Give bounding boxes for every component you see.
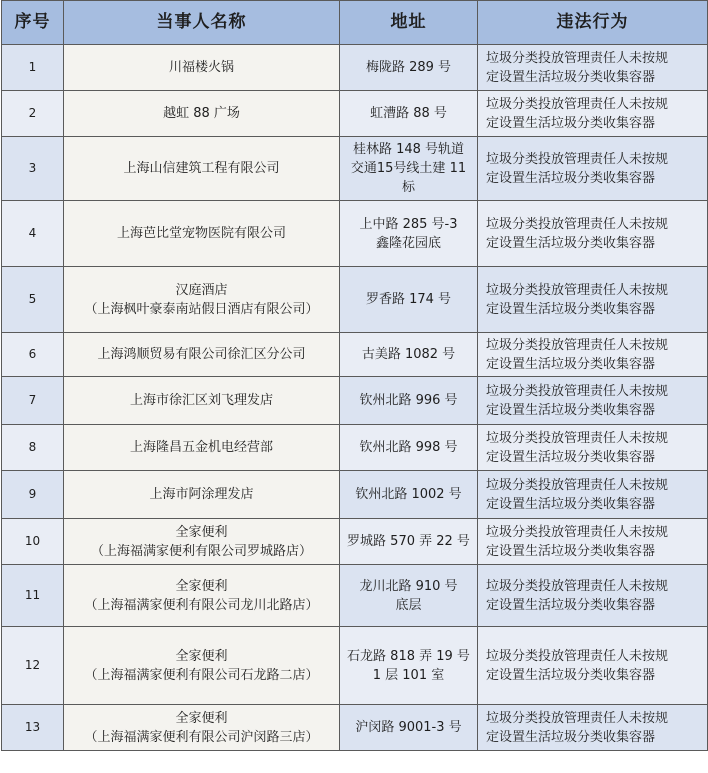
cell-party-name-line: 上海市阿涂理发店: [149, 487, 254, 502]
cell-party-name-line: 上海芭比堂宠物医院有限公司: [116, 226, 286, 241]
header-violation: 违法行为: [478, 1, 708, 45]
cell-party-name: [64, 627, 340, 705]
cell-address-line: 虹漕路 88 号: [370, 106, 447, 121]
cell-violation-line: 垃圾分类投放管理责任人未按规: [486, 50, 669, 66]
cell-violation: [478, 519, 708, 565]
cell-party-name-line: 全家便利: [175, 524, 228, 540]
cell-index: 6: [2, 333, 64, 377]
cell-address: [340, 267, 478, 333]
table-row: [2, 267, 708, 333]
violations-table: [1, 0, 708, 751]
header-row: [2, 1, 708, 45]
cell-violation-line: 垃圾分类投放管理责任人未按规: [486, 383, 669, 399]
table-row: [2, 705, 708, 751]
cell-party-name-line: （上海枫叶豪泰南站假日酒店有限公司）: [84, 301, 319, 317]
cell-party-name-line: 上海山信建筑工程有限公司: [123, 161, 280, 176]
cell-address-line: 1 层 101 室: [372, 667, 445, 683]
cell-index: 11: [2, 565, 64, 627]
cell-party-name-line: （上海福满家便利有限公司沪闵路三店）: [84, 729, 319, 745]
cell-address-line: 龙川北路 910 号: [359, 578, 458, 594]
cell-party-name: [64, 333, 340, 377]
cell-party-name: [64, 45, 340, 91]
table-row: [2, 91, 708, 137]
cell-party-name: [64, 267, 340, 333]
cell-address-line: 沪闵路 9001-3 号: [355, 720, 462, 735]
cell-violation-line: 垃圾分类投放管理责任人未按规: [486, 710, 669, 726]
cell-party-name-line: 全家便利: [175, 710, 228, 726]
cell-violation-line: 定设置生活垃圾分类收集容器: [486, 69, 656, 85]
header-address: 地址: [340, 1, 478, 45]
cell-violation-line: 定设置生活垃圾分类收集容器: [486, 115, 656, 131]
header-party-name: 当事人名称: [64, 1, 340, 45]
cell-violation: [478, 137, 708, 201]
cell-index: 4: [2, 201, 64, 267]
cell-violation-line: 垃圾分类投放管理责任人未按规: [486, 337, 669, 353]
cell-address-line: 底层: [395, 597, 422, 613]
cell-address: [340, 377, 478, 425]
cell-party-name-line: （上海福满家便利有限公司罗城路店）: [90, 543, 312, 559]
cell-address-line: 鑫隆花园底: [375, 235, 441, 251]
cell-violation-line: 定设置生活垃圾分类收集容器: [486, 543, 656, 559]
cell-party-name: [64, 565, 340, 627]
table-body: [2, 45, 708, 751]
cell-party-name-line: 汉庭酒店: [175, 282, 228, 298]
table-row: [2, 519, 708, 565]
cell-address: [340, 519, 478, 565]
table-row: [2, 45, 708, 91]
cell-party-name: [64, 471, 340, 519]
cell-address: [340, 45, 478, 91]
cell-index: 12: [2, 627, 64, 705]
cell-violation: [478, 565, 708, 627]
cell-violation: [478, 425, 708, 471]
cell-violation-line: 垃圾分类投放管理责任人未按规: [486, 648, 669, 664]
cell-violation: [478, 333, 708, 377]
cell-address-line: 标: [401, 180, 415, 195]
cell-violation-line: 垃圾分类投放管理责任人未按规: [486, 151, 669, 167]
cell-party-name-line: 越虹 88 广场: [163, 106, 240, 121]
cell-violation-line: 定设置生活垃圾分类收集容器: [486, 356, 656, 372]
cell-violation-line: 定设置生活垃圾分类收集容器: [486, 597, 656, 613]
cell-violation-line: 垃圾分类投放管理责任人未按规: [486, 524, 669, 540]
cell-index: 3: [2, 137, 64, 201]
cell-violation-line: 垃圾分类投放管理责任人未按规: [486, 282, 669, 298]
cell-party-name: [64, 705, 340, 751]
table-row: [2, 377, 708, 425]
cell-violation: [478, 705, 708, 751]
cell-party-name-line: 川福楼火锅: [168, 60, 234, 75]
table-row: [2, 201, 708, 267]
cell-address-line: 钦州北路 998 号: [359, 440, 458, 455]
cell-violation-line: 垃圾分类投放管理责任人未按规: [486, 216, 669, 232]
cell-index: 2: [2, 91, 64, 137]
cell-address: [340, 627, 478, 705]
cell-address-line: 钦州北路 1002 号: [355, 487, 462, 502]
cell-party-name: [64, 137, 340, 201]
cell-party-name: [64, 91, 340, 137]
cell-party-name: [64, 519, 340, 565]
cell-address-line: 上中路 285 号-3: [359, 216, 458, 232]
cell-party-name: [64, 377, 340, 425]
cell-index: 5: [2, 267, 64, 333]
cell-address: [340, 91, 478, 137]
cell-violation: [478, 91, 708, 137]
cell-address-line: 桂林路 148 号轨道: [352, 142, 465, 157]
table-row: [2, 565, 708, 627]
cell-address: [340, 201, 478, 267]
cell-index: 1: [2, 45, 64, 91]
cell-violation-line: 垃圾分类投放管理责任人未按规: [486, 477, 669, 493]
cell-violation-line: 定设置生活垃圾分类收集容器: [486, 496, 656, 512]
table-row: [2, 333, 708, 377]
table-row: [2, 425, 708, 471]
cell-party-name-line: 上海鸿顺贸易有限公司徐汇区分公司: [97, 347, 306, 362]
cell-violation-line: 定设置生活垃圾分类收集容器: [486, 667, 656, 683]
cell-address-line: 石龙路 818 弄 19 号: [347, 648, 470, 664]
cell-violation: [478, 627, 708, 705]
table-row: [2, 627, 708, 705]
cell-address-line: 罗香路 174 号: [365, 292, 452, 307]
cell-party-name-line: （上海福满家便利有限公司龙川北路店）: [84, 597, 319, 613]
cell-address: [340, 471, 478, 519]
cell-party-name-line: 全家便利: [175, 578, 228, 594]
cell-address: [340, 137, 478, 201]
cell-address: [340, 705, 478, 751]
cell-violation: [478, 471, 708, 519]
cell-violation-line: 垃圾分类投放管理责任人未按规: [486, 578, 669, 594]
cell-party-name-line: 上海市徐汇区刘飞理发店: [129, 393, 273, 408]
cell-violation-line: 定设置生活垃圾分类收集容器: [486, 402, 656, 418]
cell-violation-line: 定设置生活垃圾分类收集容器: [486, 729, 656, 745]
header-index: 序号: [2, 1, 64, 45]
cell-index: 9: [2, 471, 64, 519]
table-row: [2, 137, 708, 201]
cell-violation-line: 定设置生活垃圾分类收集容器: [486, 235, 656, 251]
cell-index: 10: [2, 519, 64, 565]
cell-violation: [478, 377, 708, 425]
cell-violation-line: 定设置生活垃圾分类收集容器: [486, 170, 656, 186]
cell-address-line: 古美路 1082 号: [361, 347, 456, 362]
cell-party-name-line: 上海隆昌五金机电经营部: [129, 440, 273, 455]
cell-violation-line: 定设置生活垃圾分类收集容器: [486, 449, 656, 465]
cell-violation-line: 垃圾分类投放管理责任人未按规: [486, 96, 669, 112]
cell-party-name-line: 全家便利: [175, 648, 228, 664]
cell-address-line: 梅陇路 289 号: [365, 60, 452, 75]
cell-index: 13: [2, 705, 64, 751]
cell-index: 7: [2, 377, 64, 425]
cell-violation: [478, 201, 708, 267]
cell-address: [340, 333, 478, 377]
cell-violation: [478, 267, 708, 333]
cell-address: [340, 565, 478, 627]
cell-party-name-line: （上海福满家便利有限公司石龙路二店）: [84, 667, 319, 683]
cell-address: [340, 425, 478, 471]
cell-violation-line: 定设置生活垃圾分类收集容器: [486, 301, 656, 317]
cell-violation: [478, 45, 708, 91]
cell-address-line: 交通15号线土建 11: [350, 161, 467, 176]
cell-address-line: 钦州北路 996 号: [359, 393, 458, 408]
table-row: [2, 471, 708, 519]
cell-address-line: 罗城路 570 弄 22 号: [347, 534, 470, 549]
cell-violation-line: 垃圾分类投放管理责任人未按规: [486, 430, 669, 446]
cell-index: 8: [2, 425, 64, 471]
cell-party-name: [64, 201, 340, 267]
cell-party-name: [64, 425, 340, 471]
